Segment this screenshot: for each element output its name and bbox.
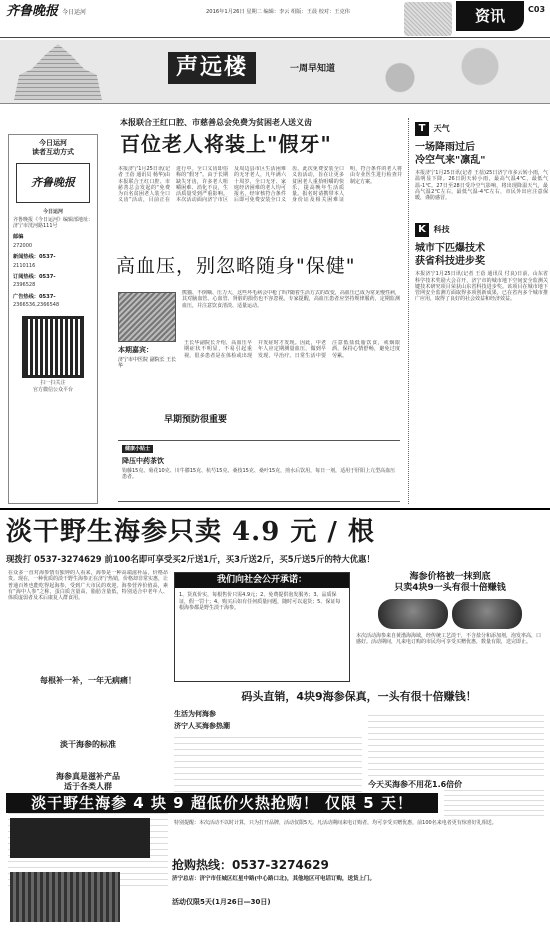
- bird-illustration-icon: [404, 2, 452, 36]
- weather-headline: 一场降雨过后 冷空气来"凛乱": [415, 142, 486, 166]
- feature-headline: 高血压，别忽略随身"保健": [116, 255, 356, 277]
- postcode: 272000: [13, 242, 33, 249]
- ad-left-text: 在众多一直对海参情有独钟的人看来，海参是一种高端滋补品，价格昂贵。现在，一种优质的淡干野生海参正在济宁热销，价格却非常实惠，让普通百姓也能吃得起海参，受到广大市民的欢迎。海参营养价值高，素有“海中人参”之称，蛋白质含量高、脂肪含量低，特别适合中老年人、体质虚弱者及术后康复人群食用。: [8, 570, 168, 601]
- ad-filler-block: [444, 790, 544, 816]
- sea-cucumber-images: [356, 599, 544, 629]
- badge-text: 齐鲁晚报: [31, 175, 75, 189]
- editorial-address: 齐鲁晚报《今日运河》编辑部地址：济宁市洸河路111号: [13, 216, 94, 229]
- issue-meta: 2016年1月26日 星期二 编辑：李云 组版：王晨 校对：王克伟: [206, 9, 350, 15]
- ad-right-body: 本次活动海参来自黄渤海海域，经传统工艺淡干，不含盐分和添加剂，泡发率高，口感好。活动期间，凡来电订购的市民均可享受买赠优惠，数量有限，送完即止。: [356, 632, 542, 645]
- ad-promise-title: 我们向社会公开承诺：: [175, 573, 349, 588]
- tech-tag: K: [415, 223, 429, 237]
- news-hotline: 2110116: [13, 262, 36, 269]
- tech-section: 科技: [433, 225, 450, 235]
- ad-price-box: [356, 572, 544, 682]
- ad-filler-text-2: [368, 710, 544, 776]
- tech-headline: 城市下匹爆技术 获省科技进步奖: [415, 243, 485, 267]
- ad-mid-question2: 济宁人买海参热潮: [174, 722, 230, 730]
- ad-left-sub1: 每根补一补，一年无病痛！: [40, 676, 136, 685]
- ad-left-sub3: 海参真是滋补产品 适于各类人群: [56, 772, 120, 791]
- ad-left-sub2: 淡干海参的标准: [60, 740, 116, 749]
- newspaper-logo: 齐鲁晚报: [6, 4, 59, 19]
- ad-mid-question: 生活为何海参: [174, 710, 216, 718]
- guest-photo: [118, 292, 176, 342]
- ad-photo-block-2: [10, 872, 120, 922]
- weather-header: [415, 122, 548, 136]
- weather-tag: T: [415, 122, 429, 136]
- ad-right-question: 今天买海参不用花1.6倍价: [368, 780, 463, 789]
- cloud-decoration: [340, 44, 540, 100]
- page-number: C03: [528, 5, 546, 14]
- newspaper-badge: [16, 163, 90, 203]
- ad-hotline-label: 广告热线：0537-: [13, 293, 56, 300]
- ad-promo-text: 特别提醒：本次活动不以时计算，只为打开品牌，活动仅限5天。凡活动期间来电订购者，均可享受买赠优惠，前100名来电者更有惊喜好礼相送。: [174, 820, 497, 826]
- sea-cucumber-image: [378, 599, 448, 629]
- subscribe-label: 订阅热线：0537-: [13, 273, 56, 280]
- qr-caption: 扫一扫关注 官方微信公众平台: [32, 380, 73, 393]
- ad-subline: 现拨打 0537-3274629 前100名即可享受买2斤送1斤，买3斤送2斤，买5斤送5斤的特大优惠！: [6, 554, 375, 564]
- qr-code-icon[interactable]: [22, 316, 84, 378]
- contact-title: 今日运河 读者互动方式: [32, 139, 74, 156]
- guest-info: [118, 346, 178, 369]
- subscribe-hotline: 2396528: [13, 282, 36, 289]
- ad-hotline: 抢购热线：0537-3274629: [172, 858, 329, 872]
- section-title: 声远楼: [168, 52, 256, 84]
- ad-price-title: 海参价格被一抹到底 只卖4块9一头有很十倍赚钱: [394, 572, 506, 594]
- pagoda-illustration: [14, 44, 102, 100]
- lead-headline: 百位老人将装上"假牙": [120, 132, 332, 156]
- tip-title: 降压中药茶饮: [122, 457, 164, 466]
- tech-header: [415, 223, 548, 237]
- tech-body: 本报济宁1月25日讯(记者 王蓓 通讯员 付良)日前，山东省科学技术奖励大会召开，济宁市的城市地下空间安全监测关键技术研究项目荣获山东省科技进步奖。该项目在城市地下管网安全监测方面取得多项创新成果，已在省内多个城市推广应用，取得了良好的社会效益和经济效益。: [415, 271, 548, 303]
- tip-label: 健康小贴士: [122, 445, 153, 453]
- ad-photo-block: [10, 818, 150, 858]
- page-header: [0, 0, 550, 38]
- ad-bottom-bar: 淡干野生海参 4 块 9 超低价火热抢购！ 仅限 5 天！: [6, 793, 438, 813]
- ad-cta-headline: 码头直销，4块9海参保真，一头有很十倍赚钱！: [241, 690, 477, 703]
- lead-kicker: 本报联合王红口腔、市慈善总会免费为贫困老人送义齿: [120, 118, 312, 127]
- guest-label: 本期嘉宾：: [118, 346, 153, 354]
- section-banner: [0, 40, 550, 104]
- health-tip-box: [118, 440, 400, 502]
- reader-contact-box: [8, 134, 98, 504]
- edition-name: 今日运河: [62, 9, 87, 16]
- ad-promise-body: 1、货真价实，每根售价只需4.9元；2、免费提供泡发服务；3、品质保证，假一罚十；4、购买后如有任何质量问题，随时可以退货；5、保证每根海参都是野生淡干海参。: [179, 592, 341, 611]
- section-subtitle: 一周早知道: [290, 64, 336, 74]
- guest-name: 济宁市中医院 副院长 王长华: [118, 356, 177, 369]
- news-hotline-label: 新闻热线：0537-: [13, 254, 56, 260]
- lead-body: 本报济宁1月25日讯(记者 王蓓 通讯员 杨华)由本报联合王红口腔、市慈善总会发起的“免费为百名贫困老人装全口义齿”活动，目前正在进行中。全口义齿即俗称的“假牙”。由于长期缺失牙齿，许多老人咀嚼困难、消化不良，生活质量受到严重影响。本次活动面向济宁市区及周边县市区生活困难的无牙老人，凡年满六十周岁、全口无牙、家庭经济困难的老人均可报名，经审核符合条件后即可免费安装全口义齿。此次免费安装全口义齿活动，旨在让更多贫困老人重拾咀嚼的快乐，提高晚年生活质量。报名时请携带本人身份证及相关困难证明，符合条件的老人将由专业医生进行检查并制定方案。: [118, 166, 402, 204]
- feature-subhead: 早期预防很重要: [164, 415, 228, 425]
- feature-body: 王长华副院长介绍，高血压早期症状不明显，不易引起重视，很多患者是在体检或出现并发症时才发现。因此，中老年人应定期测量血压，做到早发现、早治疗。日常生活中要注意低盐低脂饮食，戒烟限酒，保持心情舒畅，避免过度劳累。: [184, 340, 400, 359]
- weather-body: 本报济宁1月25日讯(记者 王蓓)25日济宁市多云转小雨，气温明显下降。26日阴天转小雨，最高气温4℃，最低气温-1℃。27日至28日受冷空气影响，将出现降温天气，最高气温2℃左右，最低气温-4℃左右，市民外出应注意保暖，谨防感冒。: [415, 170, 548, 201]
- ad-address: 济宁总店：济宁市任城区红星中路(中心路口北)，其他地区可电话订购，送货上门。: [172, 876, 376, 882]
- badge-sub: 今日运河: [42, 208, 63, 215]
- ad-dates: 活动仅限5天(1月26日—30日): [172, 898, 271, 906]
- feature-intro: 熊猫、不倒嘀、压力大，这些坏毛病会中枪了吗?随着生活方式的改变，高血压已成为常见慢性病，其对脑血管、心血管、肾脏的损伤也不容忽视。专家提醒，高血压患者应坚持规律服药，定期监测血压，并注意饮食清淡、适量运动。: [182, 290, 400, 309]
- ad-filler-text: [174, 736, 362, 792]
- ad-hotline: 2366536,2366548: [13, 302, 60, 308]
- ad-promise-box: [174, 572, 350, 682]
- right-column: [408, 118, 548, 504]
- tip-body: 钩藤15克、菊花10克、川牛膝15克、杭芍15克、桑枝15克、桑叶15克，煎水后饮用，每日一剂，适用于肝阳上亢型高血压患者。: [122, 468, 396, 481]
- section-tag: 资讯: [456, 1, 524, 31]
- ad-title: 淡干野生海参只卖 4.9 元 / 根: [6, 517, 375, 547]
- weather-section: 天气: [433, 124, 450, 133]
- sea-cucumber-image: [452, 599, 522, 629]
- postcode-label: 邮编: [13, 234, 24, 241]
